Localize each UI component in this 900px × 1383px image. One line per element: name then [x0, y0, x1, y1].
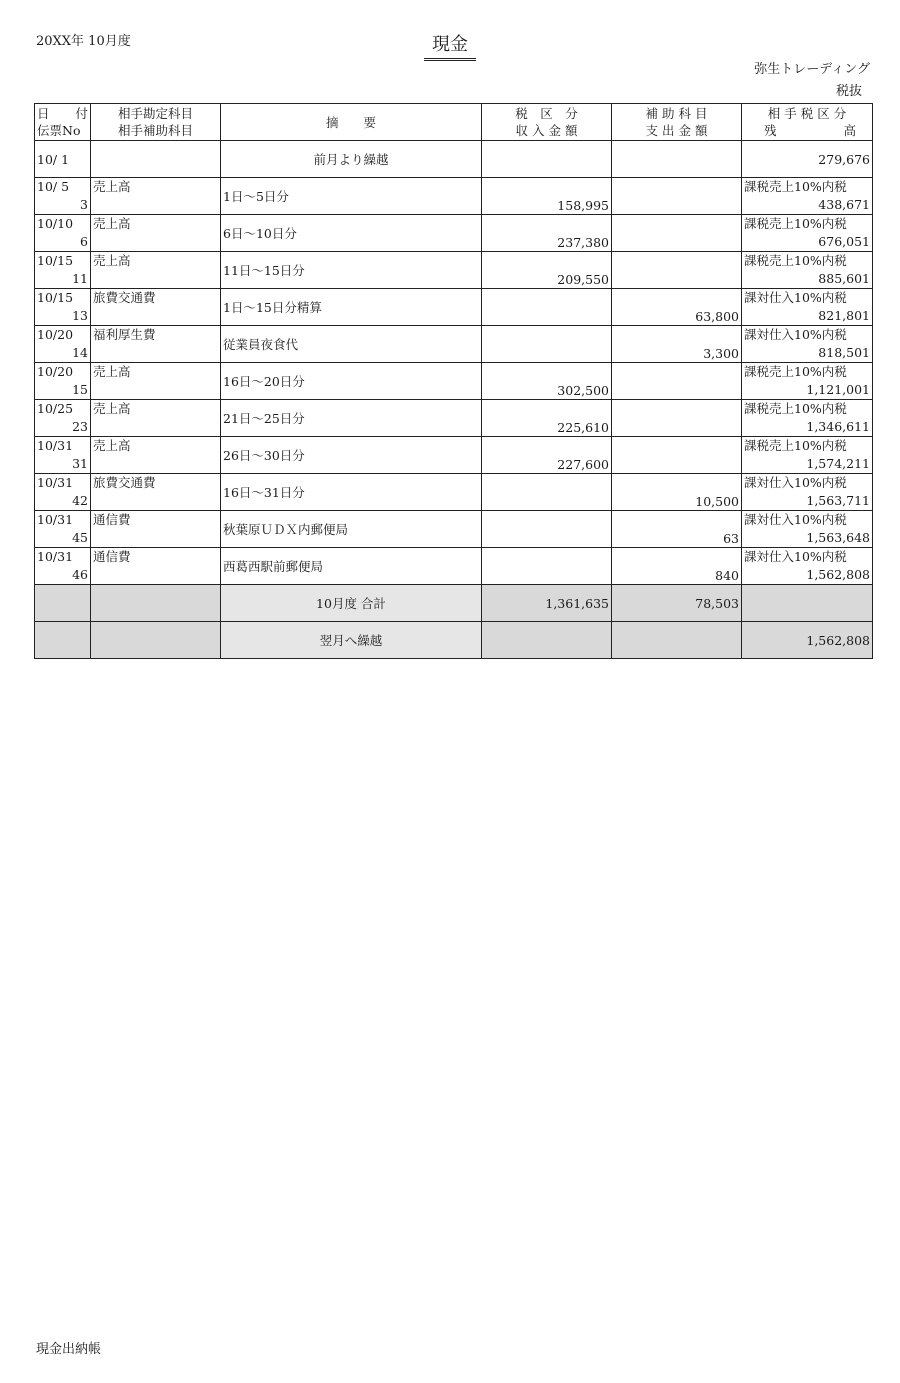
page-title — [0, 30, 900, 61]
row-balance: 1,562,808 — [806, 567, 870, 582]
carry-in-date: 10/ 1 — [35, 141, 91, 178]
footer-label: 現金出納帳 — [36, 1342, 102, 1357]
row-date: 10/10 — [37, 216, 74, 231]
row-account-cell — [91, 511, 221, 548]
row-tax-balance-cell — [742, 178, 873, 215]
row-account: 売上高 — [93, 253, 131, 268]
row-expense — [612, 178, 742, 215]
row-tax-balance-cell — [742, 474, 873, 511]
row-date-cell — [35, 215, 91, 252]
row-date-cell — [35, 252, 91, 289]
header-account-top: 相手勘定科目 — [117, 106, 193, 121]
header-row — [35, 104, 873, 141]
row-account: 福利厚生費 — [93, 327, 156, 342]
row-expense — [612, 252, 742, 289]
ledger-row — [35, 511, 873, 548]
carry-out-expense — [612, 622, 742, 659]
row-balance: 1,346,611 — [806, 419, 870, 434]
row-date: 10/20 — [37, 364, 74, 379]
row-date-cell — [35, 548, 91, 585]
carry-out-account — [91, 622, 221, 659]
row-balance: 818,501 — [818, 345, 870, 360]
row-account-cell — [91, 437, 221, 474]
row-expense — [612, 215, 742, 252]
row-account-cell — [91, 252, 221, 289]
row-description: 11日～15日分 — [221, 252, 482, 289]
row-account-cell — [91, 474, 221, 511]
row-tax-balance-cell — [742, 215, 873, 252]
header-account-bottom: 相手補助科目 — [117, 123, 193, 138]
ledger-row — [35, 363, 873, 400]
row-expense — [612, 363, 742, 400]
row-date: 10/31 — [37, 549, 74, 564]
row-account: 売上高 — [93, 216, 131, 231]
ledger-row — [35, 326, 873, 363]
header-expense: 支 出 金 額 — [645, 123, 708, 138]
header-balance-1: 残 — [764, 123, 777, 138]
row-income — [482, 326, 612, 363]
row-tax-category: 課税売上10%内税 — [744, 253, 847, 268]
row-description: 26日～30日分 — [221, 437, 482, 474]
ledger-row — [35, 215, 873, 252]
entry-rows — [35, 178, 873, 585]
row-income — [482, 289, 612, 326]
row-account: 売上高 — [93, 438, 131, 453]
row-date-cell — [35, 474, 91, 511]
header-balance-2: 高 — [843, 123, 856, 138]
row-description: 21日～25日分 — [221, 400, 482, 437]
totals-label: 10月度 合計 — [221, 585, 482, 622]
row-income: 227,600 — [482, 437, 612, 474]
row-slip-no: 3 — [80, 197, 88, 212]
row-tax-category: 課税売上10%内税 — [744, 216, 847, 231]
row-slip-no: 45 — [72, 530, 88, 545]
ledger-row — [35, 289, 873, 326]
row-account: 売上高 — [93, 401, 131, 416]
header-slip-no: 伝票No — [37, 123, 81, 138]
row-account: 通信費 — [93, 549, 131, 564]
row-account: 旅費交通費 — [93, 290, 156, 305]
row-expense — [612, 437, 742, 474]
row-tax-balance-cell — [742, 437, 873, 474]
row-tax-category: 課対仕入10%内税 — [744, 290, 847, 305]
carry-out-income — [482, 622, 612, 659]
carry-in-expense — [612, 141, 742, 178]
row-account-cell — [91, 178, 221, 215]
row-slip-no: 14 — [72, 345, 88, 360]
row-description: 1日～15日分精算 — [221, 289, 482, 326]
row-date: 10/25 — [37, 401, 74, 416]
header-tax: 税 区 分 — [515, 106, 578, 121]
row-expense: 10,500 — [612, 474, 742, 511]
row-date-cell — [35, 437, 91, 474]
row-account-cell — [91, 400, 221, 437]
row-slip-no: 13 — [72, 308, 88, 323]
carry-in-row — [35, 141, 873, 178]
row-income — [482, 548, 612, 585]
row-account: 通信費 — [93, 512, 131, 527]
row-tax-balance-cell — [742, 400, 873, 437]
row-account-cell — [91, 326, 221, 363]
row-balance: 1,563,648 — [806, 530, 870, 545]
row-description: 6日～10日分 — [221, 215, 482, 252]
row-balance: 1,574,211 — [806, 456, 870, 471]
header-ptax-balance — [742, 104, 873, 141]
row-slip-no: 46 — [72, 567, 88, 582]
ledger-row — [35, 400, 873, 437]
carry-out-date — [35, 622, 91, 659]
row-tax-balance-cell — [742, 363, 873, 400]
row-description: 1日～5日分 — [221, 178, 482, 215]
row-balance: 885,601 — [818, 271, 870, 286]
row-date: 10/31 — [37, 512, 74, 527]
row-date-cell — [35, 178, 91, 215]
row-description: 従業員夜食代 — [221, 326, 482, 363]
company-name: 弥生トレーディング — [754, 62, 870, 77]
row-tax-balance-cell — [742, 252, 873, 289]
row-expense: 3,300 — [612, 326, 742, 363]
header-date-2: 付 — [75, 106, 88, 121]
row-date-cell — [35, 326, 91, 363]
row-date: 10/ 5 — [37, 179, 70, 194]
carry-in-description: 前月より繰越 — [221, 141, 482, 178]
totals-income: 1,361,635 — [482, 585, 612, 622]
header-income: 収 入 金 額 — [515, 123, 578, 138]
row-account: 売上高 — [93, 364, 131, 379]
ledger-row — [35, 178, 873, 215]
row-expense — [612, 400, 742, 437]
row-slip-no: 23 — [72, 419, 88, 434]
row-description: 西葛西駅前郵便局 — [221, 548, 482, 585]
row-balance: 1,563,711 — [806, 493, 870, 508]
carry-out-balance: 1,562,808 — [742, 622, 873, 659]
row-tax-category: 課対仕入10%内税 — [744, 475, 847, 490]
row-account: 売上高 — [93, 179, 131, 194]
totals-account — [91, 585, 221, 622]
period-label: 20XX年 10月度 — [36, 34, 131, 49]
row-income: 302,500 — [482, 363, 612, 400]
row-slip-no: 31 — [72, 456, 88, 471]
row-date-cell — [35, 400, 91, 437]
header-partner-tax: 相 手 税 区 分 — [767, 106, 847, 121]
row-date-cell — [35, 511, 91, 548]
row-expense: 63,800 — [612, 289, 742, 326]
row-balance: 821,801 — [818, 308, 870, 323]
row-income: 225,610 — [482, 400, 612, 437]
row-date: 10/15 — [37, 253, 74, 268]
page-title-text: 現金 — [424, 30, 476, 61]
row-income: 158,995 — [482, 178, 612, 215]
row-slip-no: 42 — [72, 493, 88, 508]
row-account: 旅費交通費 — [93, 475, 156, 490]
row-expense: 63 — [612, 511, 742, 548]
row-balance: 676,051 — [818, 234, 870, 249]
row-description: 16日～20日分 — [221, 363, 482, 400]
row-account-cell — [91, 548, 221, 585]
row-tax-category: 課税売上10%内税 — [744, 179, 847, 194]
row-income: 237,380 — [482, 215, 612, 252]
row-tax-balance-cell — [742, 326, 873, 363]
row-tax-balance-cell — [742, 511, 873, 548]
carry-out-label: 翌月へ繰越 — [221, 622, 482, 659]
header-sub-expense — [612, 104, 742, 141]
row-slip-no: 15 — [72, 382, 88, 397]
row-balance: 438,671 — [818, 197, 870, 212]
row-date: 10/31 — [37, 438, 74, 453]
carry-out-row — [35, 622, 873, 659]
cash-ledger-table — [34, 103, 873, 659]
row-tax-balance-cell — [742, 289, 873, 326]
totals-balance — [742, 585, 873, 622]
carry-in-income — [482, 141, 612, 178]
row-balance: 1,121,001 — [806, 382, 870, 397]
ledger-row — [35, 474, 873, 511]
row-description: 秋葉原ＵＤＸ内郵便局 — [221, 511, 482, 548]
row-date-cell — [35, 289, 91, 326]
row-tax-category: 課対仕入10%内税 — [744, 549, 847, 564]
row-account-cell — [91, 215, 221, 252]
header-tax-income — [482, 104, 612, 141]
row-date: 10/31 — [37, 475, 74, 490]
tax-mode-label: 税抜 — [835, 84, 862, 99]
ledger-row — [35, 252, 873, 289]
carry-in-account — [91, 141, 221, 178]
totals-row — [35, 585, 873, 622]
header-sub-account: 補 助 科 目 — [645, 106, 708, 121]
row-account-cell — [91, 289, 221, 326]
row-income — [482, 511, 612, 548]
row-income: 209,550 — [482, 252, 612, 289]
row-date-cell — [35, 363, 91, 400]
totals-expense: 78,503 — [612, 585, 742, 622]
carry-in-balance: 279,676 — [742, 141, 873, 178]
ledger-row — [35, 437, 873, 474]
row-description: 16日～31日分 — [221, 474, 482, 511]
row-expense: 840 — [612, 548, 742, 585]
row-tax-balance-cell — [742, 548, 873, 585]
header-account — [91, 104, 221, 141]
row-account-cell — [91, 363, 221, 400]
row-tax-category: 課税売上10%内税 — [744, 401, 847, 416]
row-income — [482, 474, 612, 511]
header-date — [35, 104, 91, 141]
header-date-1: 日 — [37, 106, 50, 121]
header-description: 摘 要 — [221, 104, 482, 141]
row-tax-category: 課対仕入10%内税 — [744, 512, 847, 527]
row-date: 10/15 — [37, 290, 74, 305]
totals-date — [35, 585, 91, 622]
row-tax-category: 課税売上10%内税 — [744, 438, 847, 453]
row-slip-no: 11 — [72, 271, 88, 286]
row-slip-no: 6 — [80, 234, 88, 249]
ledger-row — [35, 548, 873, 585]
row-tax-category: 課対仕入10%内税 — [744, 327, 847, 342]
row-tax-category: 課税売上10%内税 — [744, 364, 847, 379]
row-date: 10/20 — [37, 327, 74, 342]
